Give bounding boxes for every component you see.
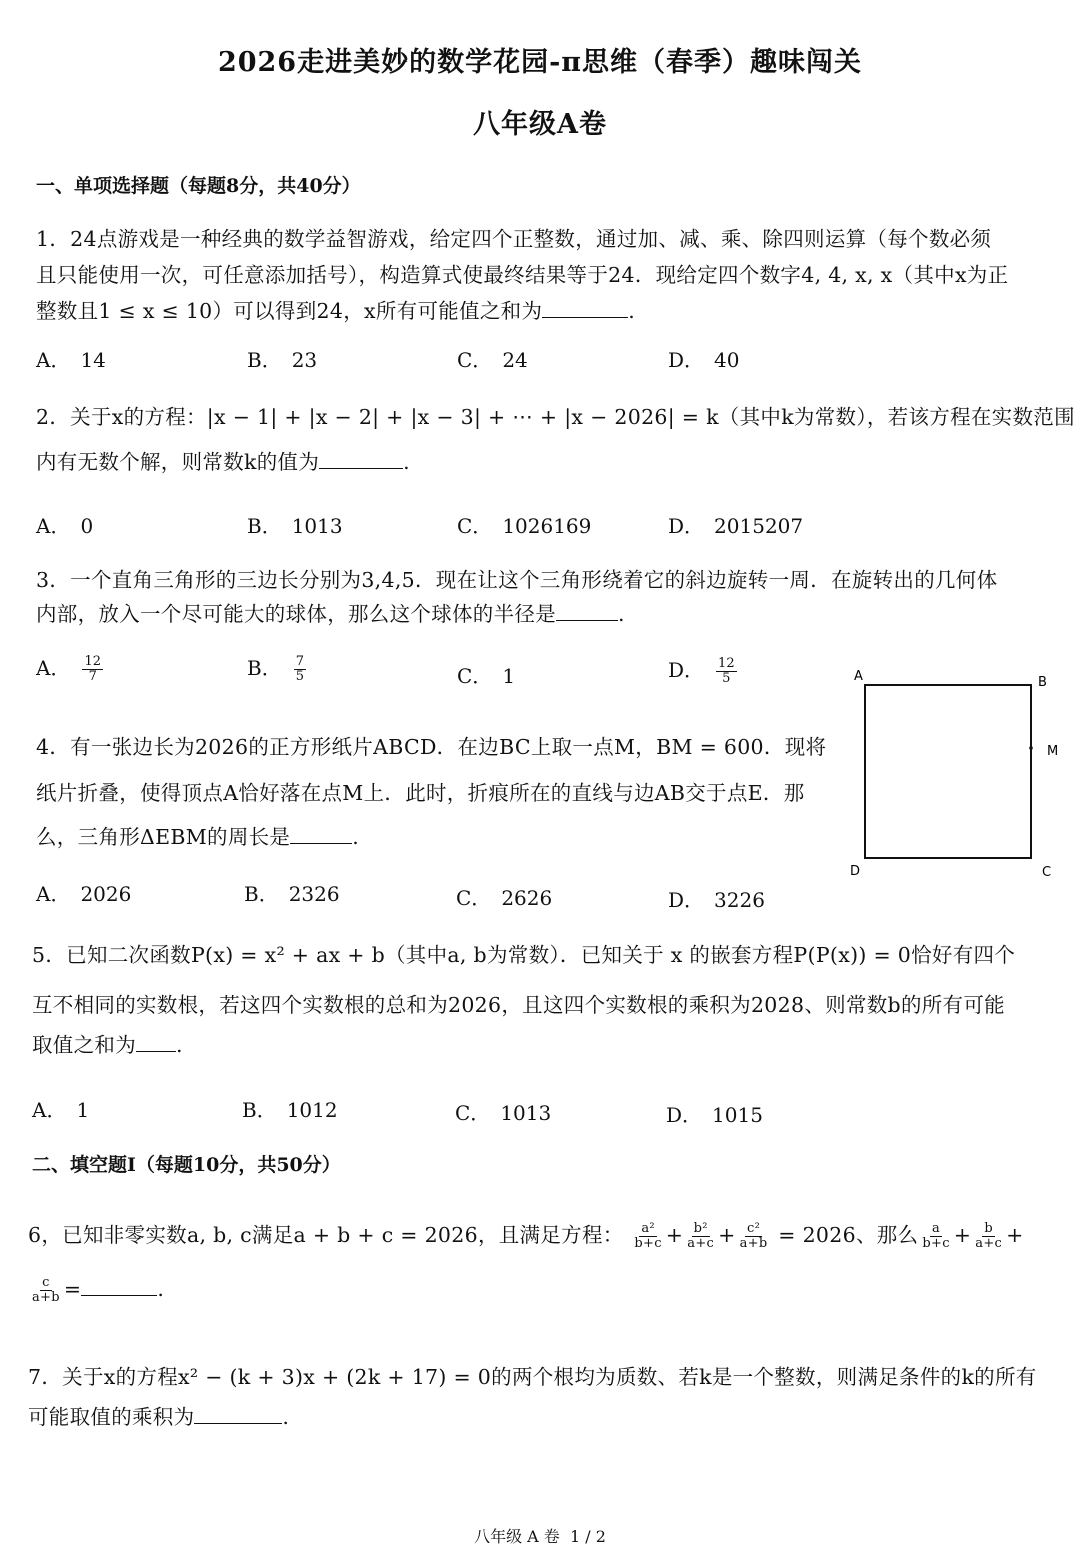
- fraction-numerator: c: [42, 1275, 50, 1290]
- answer-blank: [556, 602, 618, 621]
- fraction: [632, 1222, 663, 1251]
- page-title: 2026走进美妙的数学花园-π思维（春季）趣味闯关: [217, 47, 863, 78]
- question-text-part: 内有无数个解，则常数k的值为: [36, 450, 320, 474]
- fraction-numerator: 12: [84, 654, 101, 669]
- option-d: [668, 344, 740, 373]
- question-end: .: [403, 450, 410, 474]
- vertex-a-label: A: [854, 669, 863, 684]
- option-label: B．: [244, 882, 279, 906]
- fraction-denominator: 7: [88, 669, 97, 684]
- plus-sign: +: [953, 1223, 972, 1247]
- plus-sign: +: [665, 1223, 684, 1247]
- option-d: [668, 884, 765, 913]
- point-m: [1029, 746, 1033, 750]
- option-fraction: [294, 655, 306, 684]
- fraction-denominator: b+c: [922, 1236, 950, 1251]
- option-b: [242, 1094, 338, 1123]
- option-a: [36, 510, 93, 539]
- question-text: 2．关于x的方程：|x − 1| + |x − 2| + |x − 3| + ⋯ + |x − 2026| = k（其中k为常数），若该方程在实数范围: [36, 405, 1075, 429]
- option-value: 1015: [712, 1103, 763, 1127]
- answer-blank: [319, 450, 403, 469]
- section-heading: 一、单项选择题（每题8分，共40分）: [36, 175, 361, 197]
- question-text: [28, 1218, 1024, 1251]
- option-label: B．: [242, 1098, 277, 1122]
- fraction-denominator: 5: [722, 671, 731, 686]
- question-text: 7．关于x的方程x² − (k + 3)x + (2k + 17) = 0的两个根均为质数、若k是一个整数，则满足条件的k的所有: [28, 1365, 1037, 1389]
- option-value: 2015207: [714, 514, 804, 538]
- fraction-denominator: 5: [295, 669, 304, 684]
- option-d: [668, 510, 803, 539]
- option-label: D．: [668, 888, 705, 912]
- option-value: 14: [80, 348, 106, 372]
- option-c: [455, 1097, 551, 1126]
- fraction-denominator: a+c: [975, 1236, 1003, 1251]
- fraction-denominator: b+c: [634, 1236, 662, 1251]
- fraction-numerator: a²: [641, 1221, 655, 1236]
- option-fraction: [82, 655, 103, 684]
- option-label: D．: [668, 514, 705, 538]
- option-label: D．: [666, 1103, 703, 1127]
- option-label: A．: [32, 1098, 67, 1122]
- question-text-part: 取值之和为: [32, 1033, 136, 1057]
- question-text: [28, 1400, 289, 1430]
- option-value: 0: [80, 514, 94, 538]
- option-fraction: [716, 657, 737, 686]
- option-b: [247, 344, 317, 373]
- option-b: [247, 510, 343, 539]
- option-value: 2626: [501, 886, 553, 910]
- fraction-numerator: 12: [718, 656, 735, 671]
- question-text: 5．已知二次函数P(x) = x² + ax + b（其中a, b为常数）．已知关于 x 的嵌套方程P(P(x)) = 0恰好有四个: [32, 943, 1016, 967]
- question-text: [36, 294, 635, 324]
- question-text-part: = 2026、那么: [778, 1223, 919, 1247]
- option-a: [36, 344, 106, 373]
- option-a: [36, 652, 105, 684]
- fraction: [738, 1222, 770, 1251]
- option-label: A．: [36, 656, 71, 680]
- fraction-numerator: b²: [693, 1221, 708, 1236]
- question-text: [36, 820, 359, 850]
- equals-sign: =: [63, 1277, 82, 1301]
- plus-sign: +: [1006, 1223, 1024, 1247]
- vertex-c-label: C: [1042, 865, 1052, 880]
- option-label: A．: [36, 882, 71, 906]
- fraction: [973, 1222, 1004, 1251]
- question-text-part: 可能取值的乘积为: [28, 1405, 195, 1429]
- question-text-part: 么，三角形ΔEBM的周长是: [36, 825, 291, 849]
- option-value: 1012: [286, 1098, 338, 1122]
- question-text: 3．一个直角三角形的三边长分别为3,4,5．现在让这个三角形绕着它的斜边旋转一周．在旋转出的几何体: [36, 568, 998, 592]
- option-value: 40: [714, 348, 740, 372]
- option-value: 1: [502, 664, 516, 688]
- option-c: [456, 882, 552, 911]
- option-label: A．: [36, 348, 71, 372]
- question-text: 纸片折叠，使得顶点A恰好落在点M上．此时，折痕所在的直线与边AB交于点E．那: [36, 781, 805, 805]
- point-m-label: M: [1047, 744, 1059, 759]
- option-b: [244, 878, 340, 907]
- square-abcd: [865, 685, 1031, 858]
- option-c: [457, 660, 515, 689]
- question-text: [36, 445, 410, 475]
- option-label: C．: [457, 514, 493, 538]
- answer-blank: [136, 1033, 176, 1052]
- option-a: [36, 878, 131, 907]
- option-d: [668, 654, 739, 686]
- option-value: 3226: [714, 888, 765, 912]
- question-end: .: [282, 1405, 290, 1429]
- question-text: 且只能使用一次，可任意添加括号），构造算式使最终结果等于24．现给定四个数字4, 4, x, x（其中x为正: [36, 263, 1009, 287]
- option-label: C．: [456, 886, 492, 910]
- question-end: .: [628, 299, 636, 323]
- fraction-numerator: c²: [746, 1221, 761, 1236]
- answer-blank: [290, 825, 352, 844]
- option-value: 2326: [288, 882, 340, 906]
- option-value: 1013: [291, 514, 343, 538]
- question-text: 1．24点游戏是一种经典的数学益智游戏，给定四个正整数，通过加、减、乘、除四则运算（每个数必须: [36, 227, 992, 251]
- square-figure: [840, 660, 1070, 890]
- option-value: 2026: [80, 882, 132, 906]
- option-label: B．: [247, 656, 282, 680]
- question-end: .: [157, 1277, 165, 1301]
- page-subtitle: 八年级A卷: [473, 109, 607, 140]
- fraction-numerator: a: [932, 1221, 941, 1236]
- fraction: [920, 1222, 951, 1251]
- option-value: 1: [76, 1098, 90, 1122]
- question-end: .: [618, 602, 625, 626]
- option-label: A．: [36, 514, 71, 538]
- vertex-d-label: D: [850, 864, 861, 879]
- option-label: D．: [668, 348, 705, 372]
- option-label: C．: [455, 1101, 491, 1125]
- option-d: [666, 1099, 763, 1128]
- question-text: 互不相同的实数根，若这四个实数根的总和为2026，且这四个实数根的乘积为2028、则常数b的所有可能: [32, 993, 1005, 1017]
- option-c: [457, 344, 528, 373]
- answer-blank: [542, 299, 628, 318]
- section-heading: 二、填空题Ⅰ（每题10分，共50分）: [32, 1154, 341, 1176]
- option-value: 24: [502, 348, 528, 372]
- option-c: [457, 510, 591, 539]
- question-end: .: [352, 825, 360, 849]
- option-value: 23: [291, 348, 318, 372]
- option-b: [247, 652, 308, 684]
- question-text-part: 内部，放入一个尽可能大的球体，那么这个球体的半径是: [36, 602, 556, 626]
- question-text: [32, 1028, 183, 1058]
- question-text: [36, 597, 625, 627]
- option-label: B．: [247, 348, 282, 372]
- option-label: B．: [247, 514, 282, 538]
- fraction-numerator: b: [984, 1221, 993, 1236]
- question-text-part: 6，已知非零实数a, b, c满足a + b + c = 2026，且满足方程：: [28, 1223, 624, 1247]
- question-end: .: [176, 1033, 183, 1057]
- plus-sign: +: [718, 1223, 736, 1247]
- fraction-denominator: a+c: [687, 1236, 715, 1251]
- option-a: [32, 1094, 89, 1123]
- vertex-b-label: B: [1038, 675, 1047, 690]
- option-value: 1026169: [502, 514, 592, 538]
- question-text: 4．有一张边长为2026的正方形纸片ABCD．在边BC上取一点M，BM = 600．现将: [36, 735, 827, 759]
- fraction: [685, 1222, 716, 1251]
- answer-blank: [81, 1277, 157, 1296]
- option-label: C．: [457, 348, 493, 372]
- page-footer: 八年级 A 卷 1 / 2: [474, 1527, 606, 1546]
- option-label: C．: [457, 664, 493, 688]
- fraction-denominator: a+b: [739, 1236, 768, 1251]
- question-text: [28, 1276, 164, 1305]
- fraction: [30, 1276, 62, 1305]
- answer-blank: [194, 1405, 282, 1424]
- option-value: 1013: [500, 1101, 552, 1125]
- question-text-part: 整数且1 ≤ x ≤ 10）可以得到24，x所有可能值之和为: [36, 299, 543, 323]
- option-label: D．: [668, 658, 705, 682]
- fraction-denominator: a+b: [32, 1290, 60, 1305]
- fraction-numerator: 7: [295, 654, 304, 669]
